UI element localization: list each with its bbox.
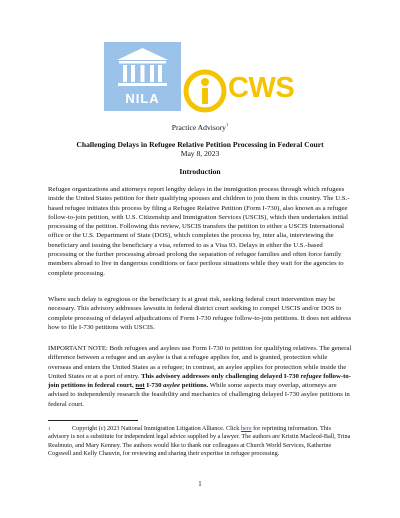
cws-logo-text: CWS — [228, 72, 295, 104]
cws-emblem-icon — [182, 68, 228, 114]
reprint-link[interactable]: here — [240, 425, 252, 432]
note-text: IMPORTANT NOTE: Both refugees and asylees use Form I-730 to petition for qualifying relatives. The general difference between a refugee and an asylee is that a refugee applies for, and is granted, protection while overseas and enters the United States as a refugee; in contrast, an asylee applies for protection while inside the United States or at a port of entry. — [48, 345, 352, 380]
note-tail-text: While some aspects may overlap, attorneys are advised to independently research the feasibility and mechanics of challenging delayed I-730 asylee petitions in federal court. — [48, 382, 350, 408]
document-date: May 8, 2023 — [180, 149, 220, 158]
footnote-text-a: Copyright (c) 2023 National Immigration Litigation Alliance. Click — [72, 425, 241, 432]
nila-logo — [104, 42, 181, 111]
building-icon — [104, 42, 181, 90]
footnote-ref[interactable]: 1 — [225, 122, 229, 127]
paragraph-scope: Where such delay is egregious or the beneficiary is at great risk, seeking federal court intervention may be necessary. This advisory addresses lawsuits in federal district court seeking to compel USCIS and/or DOS to complete processing of delayed adjudications of Form I-730 refugee follow-to-join petitions. It does not address how to file I-730 petitions with USCIS. — [48, 296, 352, 331]
footnote-text-b: for reprinting information. This advisory is not a substitute for independent legal advice supplied by a lawyer. The authors are Kristin Macleod-Ball, Trina Realmuto, and Mary Kenney. The authors would like to thank our colleagues at Church World Services, Katherine Cogswell and Kelly Chauvin, for reviewing and sharing their expertise in refugee processing. — [48, 425, 351, 457]
page-number: 1 — [198, 481, 202, 488]
footnote-number: 1 — [48, 426, 51, 431]
footnote — [48, 425, 352, 458]
nila-logo-text: NILA — [125, 91, 160, 106]
advisory-label — [0, 123, 400, 132]
page-title: Challenging Delays in Refugee Relative Petition Processing in Federal Court — [76, 140, 324, 149]
section-heading: Introduction — [179, 167, 221, 176]
cws-logo — [182, 68, 302, 116]
footnote-divider — [48, 420, 138, 421]
paragraph-intro: Refugee organizations and attorneys report lengthy delays in the immigration process through which refugees inside the United States petition for their qualifying spouses and children to join them in this country. The U.S.-based refugee initiates this process by filing a Refugee Relative Petition (Form I-730), also known as a refugee follow-to-join petition, with U.S. Citizenship and Immigration Services (USCIS), which then undertakes initial processing of the petition. Following this review, USCIS transfers the petition to either a USCIS International office or the U.S. Department of State (DOS), which completes the process by, inter alia, interviewing the beneficiary and issuing the beneficiary a visa, referred to as a Visa 93. Delays in either the U.S.-based processing or the further processing abroad prolong the separation of refugee families and often force family members abroad to live in dangerous conditions or face perilous situations while they wait for the agencies to complete processing. — [48, 186, 350, 277]
paragraph-important-note — [48, 344, 352, 409]
note-bold-text: This advisory addresses only challenging delayed I-730 refugee follow-to-join petitions in federal court, not I-730 asylee petitions. — [48, 372, 352, 390]
advisory-text: Practice Advisory — [171, 123, 226, 132]
